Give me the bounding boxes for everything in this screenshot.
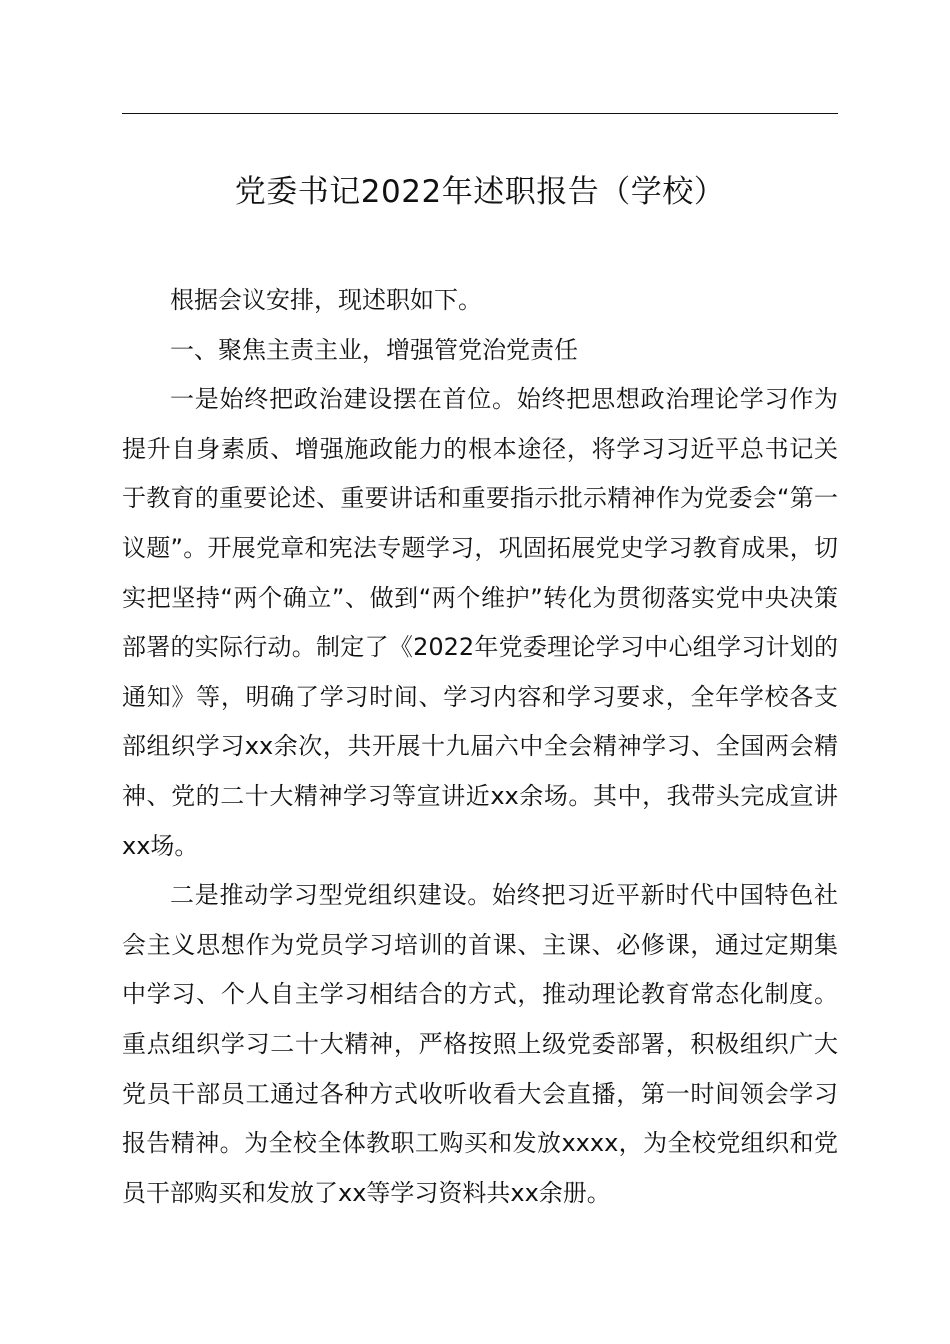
paragraph-learning-organization: 二是推动学习型党组织建设。始终把习近平新时代中国特色社会主义思想作为党员学习培训的首课、主课、必修课，通过定期集中学习、个人自主学习相结合的方式，推动理论教育常态化制度。重点组织学习二十大精神，严格按照上级党委部署，积极组织广大党员干部员工通过各种方式收听收看大会直播，第一时间领会学习报告精神。为全校全体教职工购买和发放xxxx，为全校党组织和党员干部购买和发放了xx等学习资料共xx余册。 (122, 881, 838, 1207)
header-rule (122, 113, 838, 114)
section-heading: 一、聚焦主责主业，增强管党治党责任 (170, 335, 578, 364)
paragraph-political-construction: 一是始终把政治建设摆在首位。始终把思想政治理论学习作为提升自身素质、增强施政能力的根本途径，将学习习近平总书记关于教育的重要论述、重要讲话和重要指示批示精神作为党委会“第一议题”。开展党章和宪法专题学习，巩固拓展党史学习教育成果，切实把坚持“两个确立”、做到“两个维护”转化为贯彻落实党中央决策部署的实际行动。制定了《2022年党委理论学习中心组学习计划的通知》等，明确了学习时间、学习内容和学习要求，全年学校各支部组织学习xx余次，共开展十九届六中全会精神学习、全国两会精神、党的二十大精神学习等宣讲近xx余场。其中，我带头完成宣讲xx场。 (122, 385, 838, 860)
intro-paragraph: 根据会议安排，现述职如下。 (170, 286, 482, 314)
document-title: 党委书记2022年述职报告（学校） (234, 174, 726, 210)
document-body (122, 276, 838, 1218)
